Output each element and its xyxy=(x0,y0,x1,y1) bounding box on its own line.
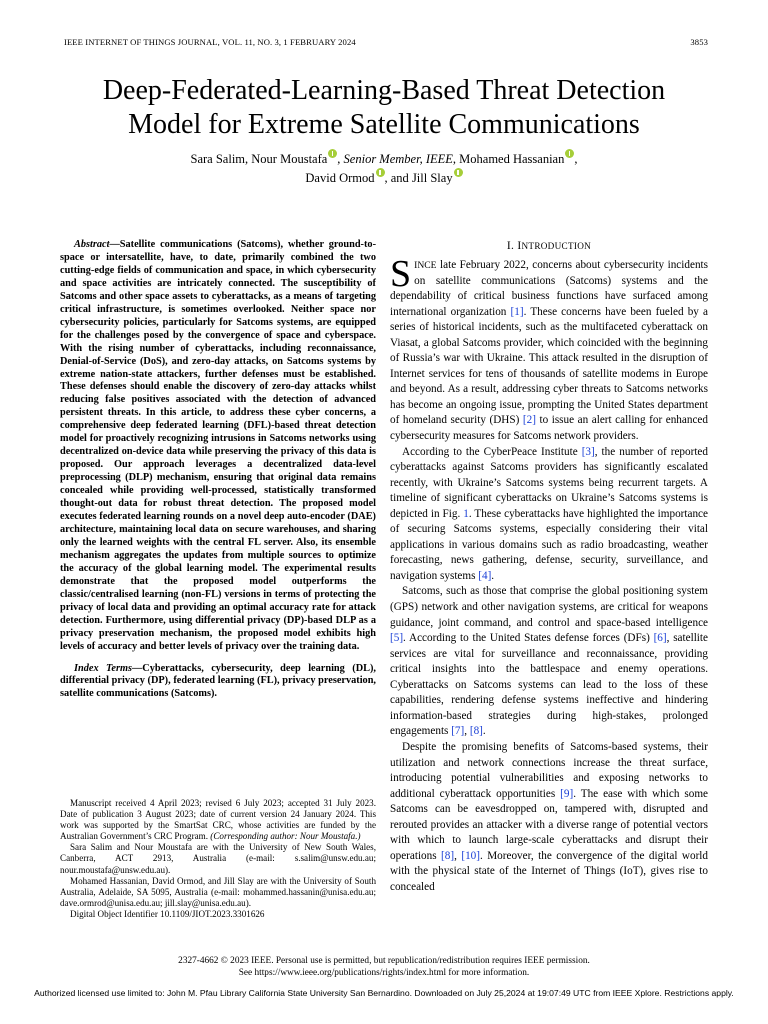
paragraph-4: Despite the promising benefits of Satcoms-based systems, their utilization and network connections increase the threat surface, introducing potential vulnerabilities and exposing networks to additional cyberattack opportunities [9]. The ease with which some Satcoms can be eavesdropped on, tampered with, disrupted and rerouted provides an attacker with a diverse range of potential vectors with which to launch large-scale cyberattacks and disrupt their operations [8], [10]. Moreover, the convergence of the digital world with the physical state of the Internet of Things (IoT), gives rise to concealed xyxy=(390,740,709,893)
author-ormod: David Ormod xyxy=(305,171,375,185)
citation-6[interactable]: [6] xyxy=(653,632,667,645)
abstract-text: Satellite communications (Satcoms), whether ground-to-space or intersatellite, have, to date, primarily combined the two cutting-edge fields of communication and space, in which cybersecurity and space activities are intricately connected. The susceptibility of Satcoms and other space assets to cyberattacks, as a means of targeting critical infrastructure, is sometimes overlooked. Neither space nor cybersecurity policies, particularly for Satcoms systems, are equipped for the challenges posed by the convergence of space and cyberspace. With the rising number of cyberattacks, including reconnaissance, Denial-of-Service (DoS), and zero-day attacks, on Satcoms systems by extreme nation-state attackers, further defenses must be established. These defenses should enable the discovery of zero-day attacks whilst reducing false positives associated with the detection of advanced persistent threats. In this article, to address these cyber concerns, a comprehensive deep federated learning (DFL)-based threat detection model for proactively recognizing intrusions in Satcoms networks using decentralized on-device data while preserving the privacy of this data is proposed. Our approach leverages a decentralized data-level preprocessing (DLP) mechanism, ensuring that original data remains concealed while providing well-processed, statistically transformed thought-out data for robust threat detection. The proposed model executes federated learning rounds on a novel deep auto-encoder (DAE) architecture, maintaining local data on secure warehouses, and sharing only the learned weights with the central FL server. Also, its ensemble mechanism aggregates the updates from multiple sources to optimize the accuracy of the global learning model. The experimental results demonstrate that the proposed model outperforms the classic/centralised learning (non-FL) versions in terms of protecting the privacy of local data and providing an optimal accuracy rate for attack detection. Furthermore, using differential privacy (DP)-based DLP as a privacy preservation mechanism, the proposed model exhibits high levels of accuracy and better levels of privacy over the training data. xyxy=(60,239,376,652)
copyright-line-2: See https://www.ieee.org/publications/rights/index.html for more information. xyxy=(238,967,530,978)
orcid-icon[interactable] xyxy=(454,168,463,177)
author-hassanian: Mohamed Hassanian xyxy=(459,152,565,166)
citation-10[interactable]: [10] xyxy=(461,849,480,862)
citation-9[interactable]: [9] xyxy=(560,787,574,800)
paragraph-1: SINCE late February 2022, concerns about cybersecurity incidents on satellite communications (Satcoms) systems and the dependability of critical business functions have surfaced among international organization [1]. These concerns have been fueled by a series of historical incidents, such as the multifaceted cyberattack on Viasat, a global Satcoms provider, which coincided with the beginning of Russia’s war with Ukraine. This attack resulted in the disruption of Internet services for tens of thousands of satellite modems in Europe and beyond. As a result, addressing cyber threats to Satcoms networks has become an ongoing issue, prompting the United States department of homeland security (DHS) [2] to issue an alert calling for enhanced cybersecurity measures for Satcoms network providers. xyxy=(390,253,708,443)
left-column xyxy=(60,239,376,701)
page-number: 3853 xyxy=(690,37,708,47)
citation-8[interactable]: [8] xyxy=(469,725,483,738)
author-salim-moustafa: Sara Salim, Nour Moustafa xyxy=(190,152,328,166)
journal-name: IEEE INTERNET OF THINGS JOURNAL, VOL. 11, NO. 3, 1 FEBRUARY 2024 xyxy=(64,37,356,47)
paper-title xyxy=(40,74,728,142)
footnotes xyxy=(60,798,376,920)
title-line-2: Model for Extreme Satellite Communications xyxy=(128,109,640,140)
author-slay: Jill Slay xyxy=(411,171,453,185)
paragraph-3: Satcoms, such as those that comprise the global positioning system (GPS) network and other navigation systems, are critical for weapons guidance, joint command, and control and space-based intelligence [5]. According to the United States defense forces (DFs) [6], satellite services are vital for surveillance and reconnaissance, providing critical insights into the battlespace and enemy operations. Cyberattacks on Satcoms systems can lead to the loss of these capabilities, rendering defense systems ineffective and hindering information-based strategies during high-stakes, prolonged engagements [7], [8]. xyxy=(390,585,708,738)
drop-cap: S xyxy=(390,253,412,295)
running-header xyxy=(64,37,708,49)
paragraph-2: According to the CyberPeace Institute [3], the number of reported cyberattacks against Satcoms providers has significantly escalated recently, with Ukraine’s Satcoms systems being recurrent targets. A timeline of significant cyberattacks on Ukraine’s Satcoms systems is depicted in Fig. 1. These cyberattacks have highlighted the importance of securing Satcoms systems, especially considering their vital applications in various domains such as radio broadcasting, weather forecasting, news gathering, defense, security, surveillance, and navigation systems [4]. xyxy=(390,445,708,582)
copyright-notice xyxy=(60,956,708,979)
right-column xyxy=(390,239,708,895)
affiliation-unsw: Sara Salim and Nour Moustafa are with the University of New South Wales, Canberra, ACT 2913, Australia (e-mail: s.salim@unsw.edu.au; nour.moustafa@unsw.edu.au). xyxy=(60,842,376,875)
citation-8[interactable]: [8] xyxy=(441,849,455,862)
figure-1-link[interactable]: 1 xyxy=(463,507,469,520)
citation-5[interactable]: [5] xyxy=(390,632,404,645)
orcid-icon[interactable] xyxy=(376,168,385,177)
orcid-icon[interactable] xyxy=(565,149,574,158)
introduction-body xyxy=(390,253,709,895)
citation-3[interactable]: [3] xyxy=(581,445,595,458)
title-line-1: Deep-Federated-Learning-Based Threat Detection xyxy=(102,75,666,106)
abstract-label: Abstract xyxy=(74,239,110,250)
citation-2[interactable]: [2] xyxy=(522,414,536,427)
index-terms-text: Cyberattacks, cybersecurity, deep learning (DL), differential privacy (DP), federated learning (FL), privacy preservation, satellite communications (Satcoms). xyxy=(60,662,376,700)
citation-7[interactable]: [7] xyxy=(451,725,465,738)
corresponding-author: (Corresponding author: Nour Moustafa.) xyxy=(210,831,361,842)
doi: Digital Object Identifier 10.1109/JIOT.2023.3301626 xyxy=(70,908,265,919)
citation-1[interactable]: [1] xyxy=(510,305,524,318)
citation-4[interactable]: [4] xyxy=(478,569,492,582)
license-banner: Authorized licensed use limited to: John M. Pfau Library California State University San Bernardino. Downloaded on July 25,2024 at 19:07:49 UTC from IEEE Xplore. Restrictions apply. xyxy=(34,988,734,998)
index-terms: Index Terms—Cyberattacks, cybersecurity, deep learning (DL), differential privacy (DP), federated learning (FL), privacy preservation, satellite communications (Satcoms). xyxy=(60,662,376,700)
copyright-line-1: 2327-4662 © 2023 IEEE. Personal use is permitted, but republication/redistribution requires IEEE permission. xyxy=(178,956,590,966)
abstract: Abstract—Satellite communications (Satcoms), whether ground-to-space or intersatellite, have, to date, primarily combined the two cutting-edge fields of communication and space, in which cybersecurity and space activities are intricately connected. The susceptibility of Satcoms and other space assets to cyberattacks, as a means of targeting critical infrastructure, is sometimes overlooked. Neither space nor cybersecurity policies, particularly for Satcoms systems, are equipped for the challenges posed by the convergence of space and cyberspace. With the rising number of cyberattacks, including reconnaissance, Denial-of-Service (DoS), and zero-day attacks, on Satcoms systems by extreme nation-state attackers, further defenses must be established. These defenses should enable the discovery of zero-day attacks whilst reducing false positives associated with the detection of advanced persistent threats. In this article, to address these cyber concerns, a comprehensive deep federated learning (DFL)-based threat detection model for proactively recognizing intrusions in Satcoms networks using decentralized on-device data while preserving the privacy of this data is proposed. Our approach leverages a decentralized data-level preprocessing (DLP) mechanism, ensuring that original data remains concealed while providing well-processed, statistically transformed thought-out data for robust threat detection. The proposed model executes federated learning rounds on a novel deep auto-encoder (DAE) architecture, maintaining local data on secure warehouses, and sharing only the learned weights with the central FL server. Also, its ensemble mechanism aggregates the updates from multiple sources to optimize the accuracy of the global learning model. The experimental results demonstrate that the proposed model outperforms the classic/centralised learning (non-FL) versions in terms of protecting the privacy of local data and providing an optimal accuracy rate for attack detection. Furthermore, using differential privacy (DP)-based DLP as a privacy preservation mechanism, the proposed model exhibits high levels of accuracy and better levels of privacy over the training data. xyxy=(60,239,376,652)
manuscript-note: Manuscript received 4 April 2023; revised 6 July 2023; accepted 31 July 2023. Date of publication 3 August 2023; date of current version 24 January 2024. This work was supported by the SmartSat CRC, whose activities are funded by the Australian Government’s CRC Program. (Corresponding author: Nour Moustafa.) xyxy=(60,798,376,842)
author-role: Senior Member, IEEE xyxy=(343,152,453,166)
orcid-icon[interactable] xyxy=(328,149,337,158)
section-heading-introduction: I. INTRODUCTION xyxy=(506,240,592,252)
index-terms-label: Index Terms xyxy=(74,662,132,674)
affiliation-unisa: Mohamed Hassanian, David Ormod, and Jill Slay are with the University of South Australia, Adelaide, SA 5095, Australia (e-mail: mohammed.hassanin@unisa.edu.au; dave.ormrod@unisa.edu.au; jill.slay@unisa.edu.au). xyxy=(60,875,376,908)
author-list: Sara Salim, Nour Moustafa , Senior Member, IEEE, Mohamed Hassanian , David Ormod , and Jill Slay xyxy=(60,149,708,187)
